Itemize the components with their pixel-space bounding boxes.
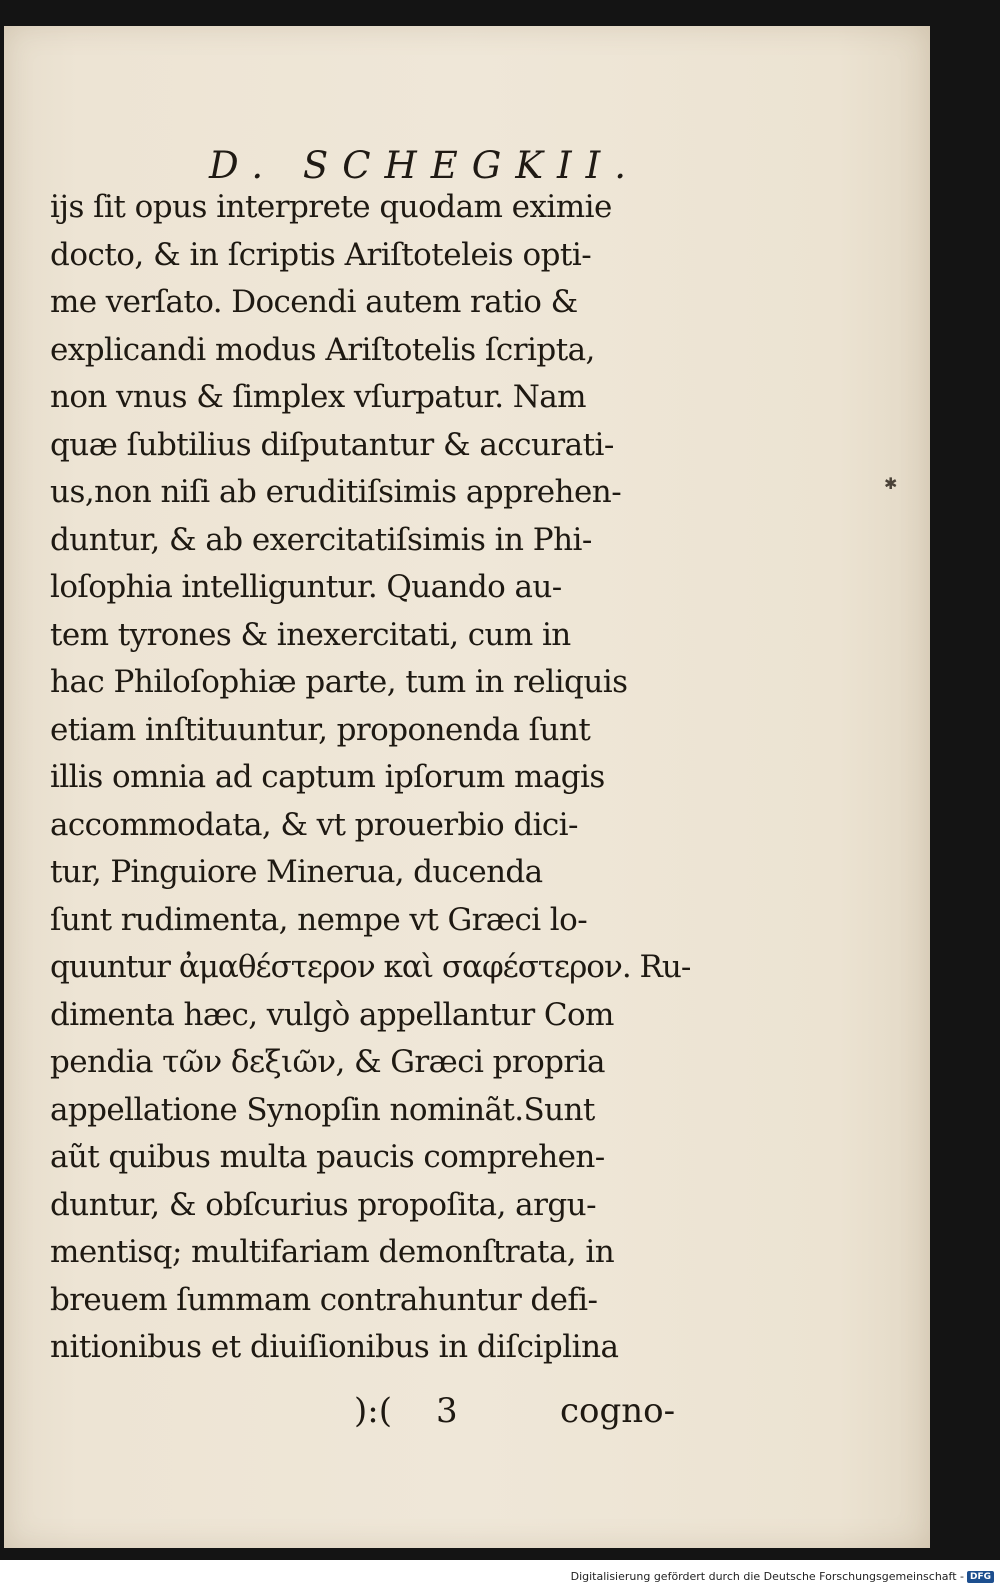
text-line: us,non niſi ab eruditiſsimis apprehen- (50, 474, 622, 510)
body-text (50, 184, 710, 1372)
catchword: cogno- (560, 1391, 676, 1431)
text-line: loſophia intelliguntur. Quando au- (50, 569, 562, 605)
text-line: illis omnia ad captum ipſorum magis (50, 759, 605, 795)
text-line: breuem ſummam contrahuntur defi- (50, 1281, 598, 1318)
running-head: D. SCHEGKII. (209, 144, 640, 187)
text-line: dimenta hæc, vulgò appellantur Com (50, 996, 614, 1033)
ink-speck-icon: ✱ (884, 474, 898, 493)
digitization-credit (571, 1570, 994, 1583)
text-line: nitionibus et diuiſionibus in diſciplina (50, 1329, 619, 1365)
text-line: non vnus & ſimplex vſurpatur. Nam (50, 379, 586, 415)
text-line: duntur, & obſcurius propoſita, argu- (50, 1186, 596, 1223)
text-line: pendia τῶν δεξιῶν, & Græci propria (50, 1044, 605, 1080)
text-line: accommodata, & vt prouerbio dici- (50, 806, 578, 843)
folio-number: 3 (436, 1391, 458, 1431)
dfg-logo-icon: DFG (967, 1571, 994, 1583)
text-line: tem tyrones & inexercitati, cum in (50, 616, 571, 653)
book-page (4, 26, 930, 1548)
text-line: ijs ſit opus interprete quodam eximie (50, 189, 612, 225)
text-line: ſunt rudimenta, nempe vt Græci lo- (50, 901, 588, 938)
text-line: docto, & in ſcriptis Ariſtoteleis opti- (50, 236, 592, 273)
text-line: quuntur ἀμαθέστερον καὶ σαφέστερον. Ru- (50, 949, 691, 985)
text-line: explicandi modus Ariſtotelis ſcripta, (50, 331, 595, 368)
text-line: duntur, & ab exercitatiſsimis in Phi- (50, 521, 592, 558)
text-line: mentisq; multifariam demonſtrata, in (50, 1234, 615, 1270)
text-line: aũt quibus multa paucis comprehen- (50, 1139, 605, 1175)
text-line: tur, Pinguiore Minerua, ducenda (50, 854, 543, 890)
text-line: quæ ſubtilius diſputantur & accurati- (50, 426, 614, 463)
text-line: etiam inſtituuntur, proponenda ſunt (50, 711, 591, 748)
text-line: appellatione Synopſin nominãt.Sunt (50, 1091, 595, 1128)
text-line: me verſato. Docendi autem ratio & (50, 284, 578, 320)
credit-text: Digitalisierung gefördert durch die Deutsche Forschungsgemeinschaft - (570, 1570, 964, 1583)
signature-mark: ):( (354, 1391, 392, 1431)
text-line: hac Philoſophiæ parte, tum in reliquis (50, 664, 628, 700)
